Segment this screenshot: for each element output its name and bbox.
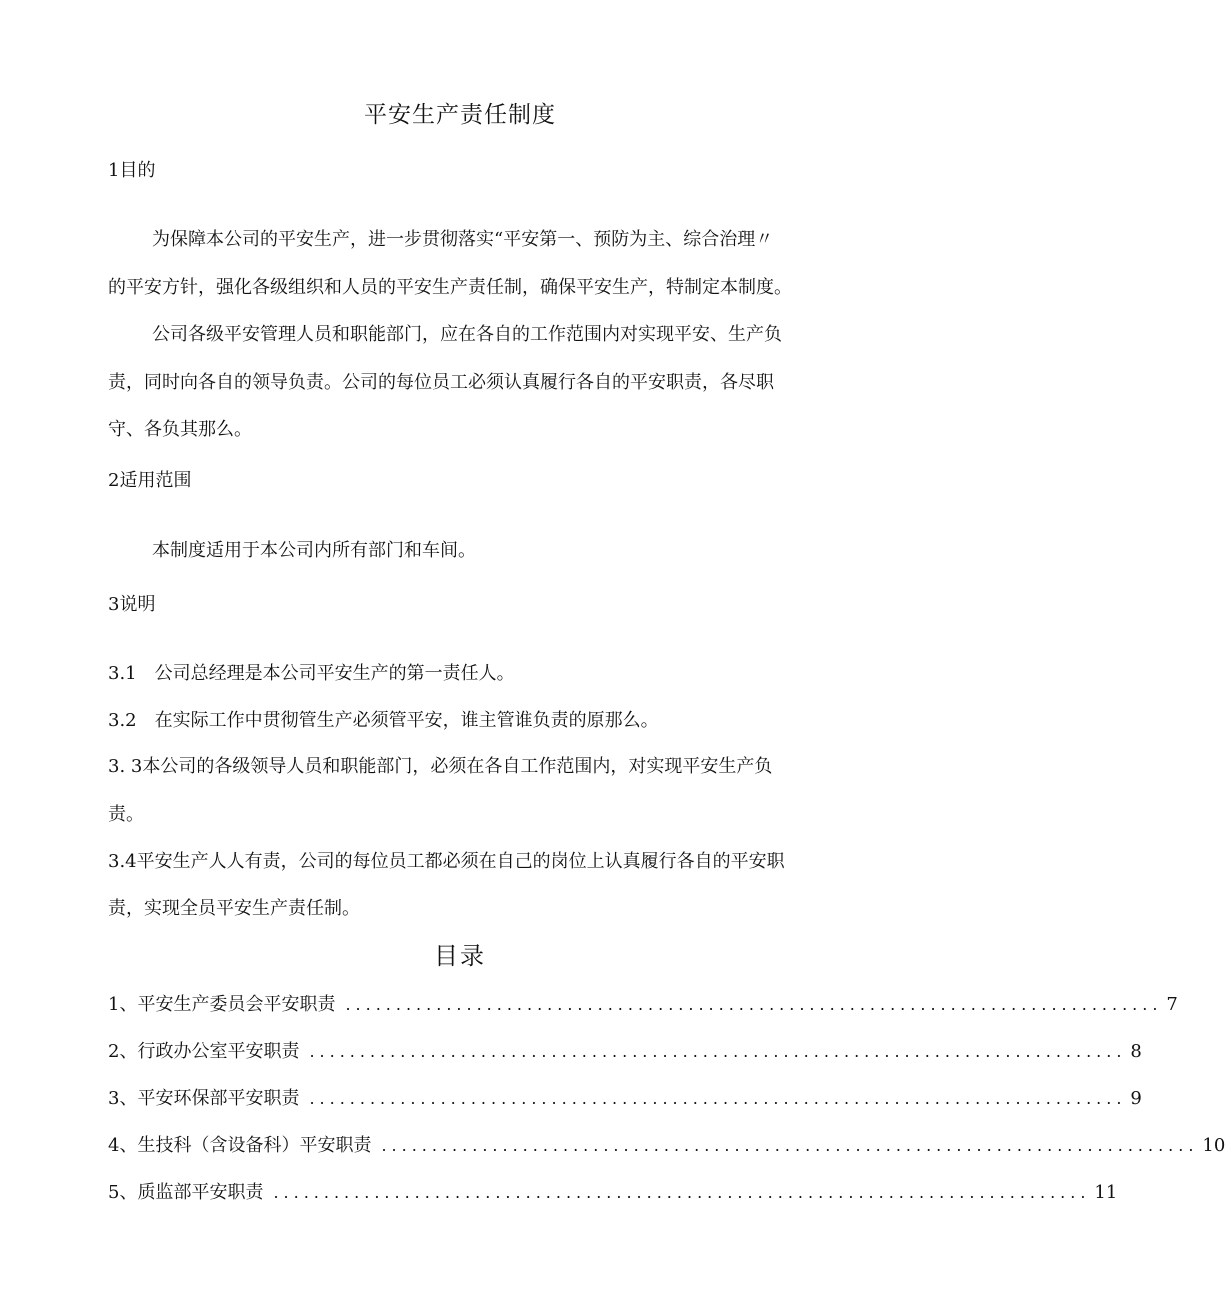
toc-entry-label: 5、质监部平安职责: [108, 1182, 264, 1203]
toc-entry-label: 4、生技科（含设备科）平安职责: [108, 1135, 372, 1156]
section-heading-description: 3说明: [108, 594, 156, 615]
toc-entry-page: 7: [1166, 994, 1178, 1015]
toc-leader-dots: .................................................................................: [309, 1042, 1127, 1061]
paragraph-line: 为保障本公司的平安生产，进一步贯彻落实“平安第一、预防为主、综合治理〃: [152, 229, 774, 250]
paragraph-line: 责，同时向各自的领导负责。公司的每位员工必须认真履行各自的平安职责，各尽职: [108, 372, 774, 393]
document-title: 平安生产责任制度: [364, 102, 556, 128]
section-heading-purpose: 1目的: [108, 160, 156, 181]
clause-line: 3.1 公司总经理是本公司平安生产的第一责任人。: [108, 663, 515, 684]
clause-line: 责。: [108, 804, 144, 825]
clause-line: 3. 3本公司的各级领导人员和职能部门，必须在各自工作范围内，对实现平安生产负: [108, 756, 773, 777]
toc-entry[interactable]: [108, 990, 1178, 1016]
toc-entry-label: 1、平安生产委员会平安职责: [108, 994, 336, 1015]
toc-leader-dots: .................................................................................: [345, 995, 1163, 1014]
paragraph-line: 守、各负其那么。: [108, 419, 252, 440]
toc-entry[interactable]: [108, 1178, 1118, 1204]
toc-leader-dots: .................................................................................: [273, 1183, 1091, 1202]
clause-line: 3.2 在实际工作中贯彻管生产必须管平安，谁主管谁负责的原那么。: [108, 710, 659, 731]
toc-entry[interactable]: [108, 1037, 1142, 1063]
toc-leader-dots: .................................................................................: [381, 1136, 1199, 1155]
toc-entry-page: 9: [1130, 1088, 1142, 1109]
clause-line: 责，实现全员平安生产责任制。: [108, 898, 360, 919]
toc-entry[interactable]: [108, 1131, 1225, 1157]
toc-leader-dots: .................................................................................: [309, 1089, 1127, 1108]
paragraph-line: 的平安方针，强化各级组织和人员的平安生产责任制，确保平安生产，特制定本制度。: [108, 277, 792, 298]
section-heading-scope: 2适用范围: [108, 470, 192, 491]
toc-entry-label: 3、平安环保部平安职责: [108, 1088, 300, 1109]
toc-title: 目录: [434, 942, 486, 970]
paragraph-line: 本制度适用于本公司内所有部门和车间。: [152, 540, 476, 561]
toc-entry[interactable]: [108, 1084, 1142, 1110]
toc-entry-page: 11: [1094, 1182, 1118, 1203]
clause-line: 3.4平安生产人人有责，公司的每位员工都必须在自己的岗位上认真履行各自的平安职: [108, 851, 785, 872]
toc-entry-page: 8: [1130, 1041, 1142, 1062]
paragraph-line: 公司各级平安管理人员和职能部门，应在各自的工作范围内对实现平安、生产负: [152, 324, 782, 345]
toc-entry-page: 10: [1202, 1135, 1225, 1156]
toc-entry-label: 2、行政办公室平安职责: [108, 1041, 300, 1062]
